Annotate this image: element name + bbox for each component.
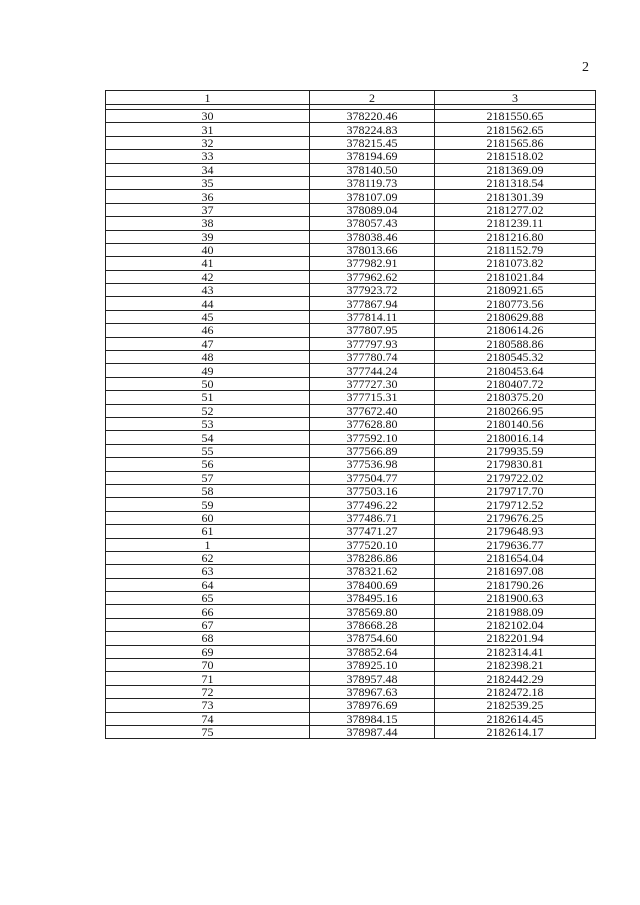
point-number-cell: 1 — [106, 538, 310, 551]
x-coordinate-cell: 377471.27 — [310, 525, 435, 538]
x-coordinate-cell: 378038.46 — [310, 230, 435, 243]
x-coordinate-cell: 377520.10 — [310, 538, 435, 551]
point-number-cell: 72 — [106, 685, 310, 698]
point-number-cell: 39 — [106, 230, 310, 243]
point-number-cell: 52 — [106, 404, 310, 417]
x-coordinate-cell: 377672.40 — [310, 404, 435, 417]
point-number-cell: 59 — [106, 498, 310, 511]
x-coordinate-cell: 378194.69 — [310, 150, 435, 163]
point-number-cell: 49 — [106, 364, 310, 377]
x-coordinate-cell: 377496.22 — [310, 498, 435, 511]
y-coordinate-cell: 2181988.09 — [435, 605, 596, 618]
x-coordinate-cell: 378852.64 — [310, 645, 435, 658]
point-number-cell: 47 — [106, 337, 310, 350]
x-coordinate-cell: 377797.93 — [310, 337, 435, 350]
y-coordinate-cell: 2182472.18 — [435, 685, 596, 698]
table-row — [106, 377, 596, 390]
y-coordinate-cell: 2182398.21 — [435, 659, 596, 672]
x-coordinate-cell: 378987.44 — [310, 725, 435, 738]
y-coordinate-cell: 2179636.77 — [435, 538, 596, 551]
y-coordinate-cell: 2180545.32 — [435, 351, 596, 364]
y-coordinate-cell: 2181697.08 — [435, 565, 596, 578]
y-coordinate-cell: 2182614.45 — [435, 712, 596, 725]
x-coordinate-cell: 377592.10 — [310, 431, 435, 444]
y-coordinate-cell: 2180407.72 — [435, 377, 596, 390]
point-number-cell: 66 — [106, 605, 310, 618]
table-row — [106, 284, 596, 297]
x-coordinate-cell: 377628.80 — [310, 417, 435, 430]
table-row — [106, 484, 596, 497]
column-header-point: 1 — [106, 91, 310, 105]
y-coordinate-cell: 2181301.39 — [435, 190, 596, 203]
x-coordinate-cell: 378967.63 — [310, 685, 435, 698]
x-coordinate-cell: 377566.89 — [310, 444, 435, 457]
table-row — [106, 404, 596, 417]
y-coordinate-cell: 2181654.04 — [435, 551, 596, 564]
page-number: 2 — [582, 60, 589, 75]
x-coordinate-cell: 378754.60 — [310, 632, 435, 645]
y-coordinate-cell: 2181562.65 — [435, 123, 596, 136]
coordinates-table — [105, 90, 596, 739]
y-coordinate-cell: 2182442.29 — [435, 672, 596, 685]
table-row — [106, 217, 596, 230]
table-row — [106, 592, 596, 605]
x-coordinate-cell: 377536.98 — [310, 458, 435, 471]
table-row — [106, 525, 596, 538]
point-number-cell: 55 — [106, 444, 310, 457]
x-coordinate-cell: 378668.28 — [310, 618, 435, 631]
y-coordinate-cell: 2182539.25 — [435, 699, 596, 712]
y-coordinate-cell: 2180140.56 — [435, 417, 596, 430]
table-row — [106, 605, 596, 618]
table-row — [106, 176, 596, 189]
table-row — [106, 444, 596, 457]
table-row — [106, 243, 596, 256]
table-row — [106, 431, 596, 444]
x-coordinate-cell: 377744.24 — [310, 364, 435, 377]
point-number-cell: 31 — [106, 123, 310, 136]
x-coordinate-cell: 377814.11 — [310, 310, 435, 323]
table-row — [106, 190, 596, 203]
y-coordinate-cell: 2180016.14 — [435, 431, 596, 444]
table-row — [106, 672, 596, 685]
y-coordinate-cell: 2179676.25 — [435, 511, 596, 524]
y-coordinate-cell: 2181790.26 — [435, 578, 596, 591]
point-number-cell: 65 — [106, 592, 310, 605]
x-coordinate-cell: 378057.43 — [310, 217, 435, 230]
y-coordinate-cell: 2179935.59 — [435, 444, 596, 457]
x-coordinate-cell: 377923.72 — [310, 284, 435, 297]
table-body — [106, 110, 596, 739]
x-coordinate-cell: 378013.66 — [310, 243, 435, 256]
table-row — [106, 203, 596, 216]
table-row — [106, 699, 596, 712]
table-row — [106, 123, 596, 136]
table-row — [106, 645, 596, 658]
x-coordinate-cell: 378976.69 — [310, 699, 435, 712]
y-coordinate-cell: 2181550.65 — [435, 110, 596, 123]
table-row — [106, 551, 596, 564]
y-coordinate-cell: 2180588.86 — [435, 337, 596, 350]
point-number-cell: 56 — [106, 458, 310, 471]
point-number-cell: 38 — [106, 217, 310, 230]
y-coordinate-cell: 2179717.70 — [435, 484, 596, 497]
y-coordinate-cell: 2180773.56 — [435, 297, 596, 310]
table-row — [106, 685, 596, 698]
point-number-cell: 74 — [106, 712, 310, 725]
point-number-cell: 42 — [106, 270, 310, 283]
y-coordinate-cell: 2182201.94 — [435, 632, 596, 645]
y-coordinate-cell: 2180375.20 — [435, 391, 596, 404]
table-row — [106, 417, 596, 430]
y-coordinate-cell: 2179722.02 — [435, 471, 596, 484]
point-number-cell: 36 — [106, 190, 310, 203]
point-number-cell: 37 — [106, 203, 310, 216]
point-number-cell: 67 — [106, 618, 310, 631]
point-number-cell: 58 — [106, 484, 310, 497]
x-coordinate-cell: 378107.09 — [310, 190, 435, 203]
point-number-cell: 70 — [106, 659, 310, 672]
table-row — [106, 511, 596, 524]
y-coordinate-cell: 2181216.80 — [435, 230, 596, 243]
y-coordinate-cell: 2182614.17 — [435, 725, 596, 738]
column-header-y: 3 — [435, 91, 596, 105]
table-row — [106, 391, 596, 404]
x-coordinate-cell: 377867.94 — [310, 297, 435, 310]
table-row — [106, 150, 596, 163]
x-coordinate-cell: 377715.31 — [310, 391, 435, 404]
y-coordinate-cell: 2181073.82 — [435, 257, 596, 270]
table-row — [106, 712, 596, 725]
y-coordinate-cell: 2181152.79 — [435, 243, 596, 256]
header-row — [106, 91, 596, 105]
point-number-cell: 34 — [106, 163, 310, 176]
x-coordinate-cell: 377780.74 — [310, 351, 435, 364]
y-coordinate-cell: 2179712.52 — [435, 498, 596, 511]
point-number-cell: 57 — [106, 471, 310, 484]
y-coordinate-cell: 2180629.88 — [435, 310, 596, 323]
table-row — [106, 471, 596, 484]
x-coordinate-cell: 378286.86 — [310, 551, 435, 564]
x-coordinate-cell: 378119.73 — [310, 176, 435, 189]
y-coordinate-cell: 2181021.84 — [435, 270, 596, 283]
table-row — [106, 565, 596, 578]
y-coordinate-cell: 2182102.04 — [435, 618, 596, 631]
table-row — [106, 297, 596, 310]
point-number-cell: 53 — [106, 417, 310, 430]
x-coordinate-cell: 378984.15 — [310, 712, 435, 725]
x-coordinate-cell: 378495.16 — [310, 592, 435, 605]
table-row — [106, 659, 596, 672]
x-coordinate-cell: 377962.62 — [310, 270, 435, 283]
y-coordinate-cell: 2179830.81 — [435, 458, 596, 471]
x-coordinate-cell: 377982.91 — [310, 257, 435, 270]
point-number-cell: 46 — [106, 324, 310, 337]
table-row — [106, 270, 596, 283]
point-number-cell: 54 — [106, 431, 310, 444]
point-number-cell: 35 — [106, 176, 310, 189]
y-coordinate-cell: 2180453.64 — [435, 364, 596, 377]
x-coordinate-cell: 378224.83 — [310, 123, 435, 136]
point-number-cell: 40 — [106, 243, 310, 256]
x-coordinate-cell: 378089.04 — [310, 203, 435, 216]
y-coordinate-cell: 2181565.86 — [435, 136, 596, 149]
point-number-cell: 75 — [106, 725, 310, 738]
table-row — [106, 498, 596, 511]
y-coordinate-cell: 2179648.93 — [435, 525, 596, 538]
point-number-cell: 44 — [106, 297, 310, 310]
x-coordinate-cell: 377486.71 — [310, 511, 435, 524]
point-number-cell: 62 — [106, 551, 310, 564]
point-number-cell: 43 — [106, 284, 310, 297]
x-coordinate-cell: 377807.95 — [310, 324, 435, 337]
table-row — [106, 230, 596, 243]
point-number-cell: 51 — [106, 391, 310, 404]
table-row — [106, 458, 596, 471]
table-row — [106, 351, 596, 364]
point-number-cell: 61 — [106, 525, 310, 538]
point-number-cell: 45 — [106, 310, 310, 323]
table-row — [106, 110, 596, 123]
table-row — [106, 136, 596, 149]
point-number-cell: 71 — [106, 672, 310, 685]
table-row — [106, 578, 596, 591]
x-coordinate-cell: 378569.80 — [310, 605, 435, 618]
point-number-cell: 33 — [106, 150, 310, 163]
point-number-cell: 69 — [106, 645, 310, 658]
table-row — [106, 310, 596, 323]
table-row — [106, 364, 596, 377]
table-row — [106, 257, 596, 270]
x-coordinate-cell: 378321.62 — [310, 565, 435, 578]
x-coordinate-cell: 378957.48 — [310, 672, 435, 685]
x-coordinate-cell: 378215.45 — [310, 136, 435, 149]
y-coordinate-cell: 2181277.02 — [435, 203, 596, 216]
table-row — [106, 538, 596, 551]
point-number-cell: 73 — [106, 699, 310, 712]
x-coordinate-cell: 378140.50 — [310, 163, 435, 176]
x-coordinate-cell: 377727.30 — [310, 377, 435, 390]
x-coordinate-cell: 378925.10 — [310, 659, 435, 672]
x-coordinate-cell: 377504.77 — [310, 471, 435, 484]
point-number-cell: 41 — [106, 257, 310, 270]
table-row — [106, 324, 596, 337]
point-number-cell: 48 — [106, 351, 310, 364]
point-number-cell: 30 — [106, 110, 310, 123]
y-coordinate-cell: 2180614.26 — [435, 324, 596, 337]
y-coordinate-cell: 2180266.95 — [435, 404, 596, 417]
y-coordinate-cell: 2181239.11 — [435, 217, 596, 230]
y-coordinate-cell: 2181318.54 — [435, 176, 596, 189]
y-coordinate-cell: 2181369.09 — [435, 163, 596, 176]
x-coordinate-cell: 377503.16 — [310, 484, 435, 497]
y-coordinate-cell: 2182314.41 — [435, 645, 596, 658]
column-header-x: 2 — [310, 91, 435, 105]
x-coordinate-cell: 378220.46 — [310, 110, 435, 123]
table-row — [106, 725, 596, 738]
y-coordinate-cell: 2180921.65 — [435, 284, 596, 297]
table-header — [106, 91, 596, 110]
table-row — [106, 163, 596, 176]
point-number-cell: 50 — [106, 377, 310, 390]
table-row — [106, 632, 596, 645]
table-row — [106, 337, 596, 350]
point-number-cell: 63 — [106, 565, 310, 578]
table-row — [106, 618, 596, 631]
point-number-cell: 68 — [106, 632, 310, 645]
x-coordinate-cell: 378400.69 — [310, 578, 435, 591]
y-coordinate-cell: 2181900.63 — [435, 592, 596, 605]
point-number-cell: 64 — [106, 578, 310, 591]
point-number-cell: 60 — [106, 511, 310, 524]
y-coordinate-cell: 2181518.02 — [435, 150, 596, 163]
point-number-cell: 32 — [106, 136, 310, 149]
